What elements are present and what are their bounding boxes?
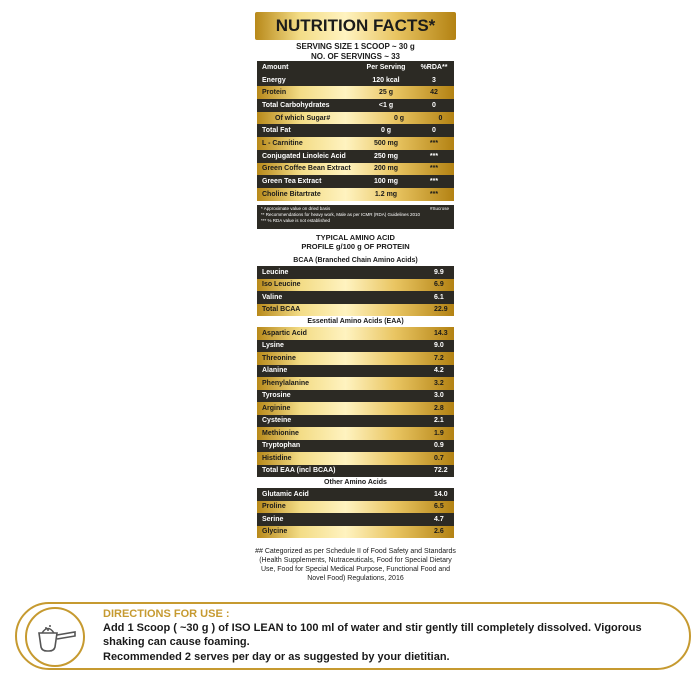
nutrition-row-rda: *** — [429, 139, 439, 147]
amino-row-value: 6.9 — [434, 281, 444, 289]
amino-row — [257, 266, 454, 279]
nutrition-row-rda: 3 — [432, 76, 436, 84]
amino-row-value: 0.9 — [434, 442, 444, 450]
amino-acid-table — [257, 255, 454, 538]
amino-row — [257, 415, 454, 428]
nutrition-row-value: <1 g — [378, 101, 394, 109]
amino-row — [257, 377, 454, 390]
nutrition-row-rda: *** — [429, 165, 439, 173]
note-approximate: * Approximate value on dried basis — [261, 206, 331, 211]
amino-row-label: Serine — [262, 515, 284, 523]
nutrition-row-rda: 0 — [438, 114, 443, 122]
nutrition-table — [257, 61, 454, 201]
amino-row — [257, 440, 454, 453]
amino-row-label: Glutamic Acid — [262, 490, 309, 498]
amino-row-value: 9.9 — [434, 268, 444, 276]
nutrition-row — [257, 175, 454, 188]
nutrition-row-value: 500 mg — [373, 139, 399, 147]
amino-row-value: 14.3 — [434, 329, 448, 337]
nutrition-row-value: 0 g — [393, 114, 405, 122]
directions-line-1: Add 1 Scoop ( ~30 g ) of ISO LEAN to 100 ml of water and stir gently till completely dissolved. Vigorous — [103, 622, 642, 634]
serving-size: SERVING SIZE 1 SCOOP ~ 30 g — [296, 42, 415, 51]
nutrition-row — [257, 163, 454, 176]
amino-row-label: Proline — [262, 503, 286, 511]
nutrition-row — [257, 74, 454, 87]
amino-row-label: Alanine — [262, 367, 288, 375]
amino-row-label: Tryptophan — [262, 442, 301, 450]
amino-row-value: 2.1 — [434, 417, 444, 425]
directions-line-2: shaking can cause foaming. — [103, 636, 250, 648]
nutrition-row-value: 25 g — [378, 89, 393, 97]
nutrition-row-value: 200 mg — [373, 165, 399, 173]
amino-row-label: Leucine — [262, 268, 289, 276]
amino-row — [257, 365, 454, 378]
nutrition-header-row — [257, 61, 454, 74]
amino-row-label: Phenylalanine — [262, 379, 310, 387]
nutrition-row-value: 0 g — [380, 127, 392, 135]
regulation-footnote: ## Categorized as per Schedule II of Food Safety and Standards (Health Supplements, Nutraceuticals, Food for Special Dietary Use, Food for Special Medical Purpose, Functional Food and Novel Food) Regulations, 2016 — [255, 548, 456, 582]
amino-row — [257, 390, 454, 403]
amino-row-value: 0.7 — [434, 454, 444, 462]
note-recommendations: ** Recommendations for heavy work, Male as per ICMR (RDA) Guidelines 2010 — [261, 212, 421, 217]
amino-row-value: 2.8 — [434, 404, 444, 412]
amino-row — [257, 304, 454, 317]
amino-row-label: Tyrosine — [262, 392, 291, 400]
amino-row-value: 2.6 — [434, 528, 444, 536]
nutrition-header-row-rda: %RDA** — [420, 63, 448, 71]
amino-row-value: 4.7 — [434, 515, 444, 523]
nutrition-row-value: 250 mg — [373, 152, 399, 160]
amino-row — [257, 291, 454, 304]
nutrition-row-label: Total Fat — [262, 127, 291, 135]
directions-title: DIRECTIONS FOR USE : — [103, 608, 230, 620]
amino-row-label: Methionine — [262, 429, 299, 437]
amino-row — [257, 452, 454, 465]
amino-row — [257, 352, 454, 365]
amino-row — [257, 526, 454, 539]
amino-row — [257, 340, 454, 353]
amino-row-value: 7.2 — [434, 354, 444, 362]
amino-row-value: 72.2 — [434, 467, 448, 475]
scoop-icon — [25, 607, 85, 667]
nutrition-row — [257, 99, 454, 112]
nutrition-facts-title: NUTRITION FACTS* — [255, 12, 456, 40]
amino-row-value: 9.0 — [434, 342, 444, 350]
amino-row-label: Aspartic Acid — [262, 329, 307, 337]
amino-row — [257, 513, 454, 526]
nutrition-row-label: Choline Bitartrate — [262, 190, 321, 198]
amino-row-label: Arginine — [262, 404, 291, 412]
nutrition-row — [257, 112, 454, 125]
nutrition-row-label: Conjugated Linoleic Acid — [262, 152, 346, 160]
nutrition-row-rda: *** — [429, 190, 439, 198]
amino-row-value: 1.9 — [434, 429, 444, 437]
nutrition-row-rda: 0 — [432, 101, 436, 109]
nutrition-notes — [257, 205, 454, 229]
nutrition-row-rda: *** — [429, 152, 439, 160]
nutrition-row-value: 120 kcal — [372, 76, 400, 84]
nutrition-row-label: Of which Sugar# — [275, 114, 331, 122]
nutrition-row — [257, 150, 454, 163]
amino-row-label: Lysine — [262, 342, 284, 350]
amino-row-value: 6.5 — [434, 503, 444, 511]
nutrition-row-rda: 42 — [430, 89, 438, 97]
nutrition-row-rda: *** — [429, 178, 439, 186]
nutrition-row — [257, 188, 454, 201]
amino-row-label: Total EAA (incl BCAA) — [262, 467, 336, 475]
amino-row-label: Histidine — [262, 454, 292, 462]
other-amino-section-title: Other Amino Acids — [257, 477, 454, 488]
note-sucrose: #Sucrose — [429, 206, 449, 211]
note-rda-not-established: *** % RDA value is not established — [261, 218, 331, 223]
nutrition-row-label: L - Carnitine — [262, 139, 303, 147]
directions-box — [15, 602, 691, 670]
nutrition-row — [257, 137, 454, 150]
nutrition-row — [257, 86, 454, 99]
nutrition-header-row-label: Amount — [262, 63, 289, 71]
nutrition-header-row-value: Per Serving — [366, 63, 406, 71]
number-of-servings: NO. OF SERVINGS ~ 33 — [311, 52, 400, 61]
nutrition-row-label: Green Tea Extract — [262, 178, 322, 186]
directions-line-3: Recommended 2 serves per day or as suggested by your dietitian. — [103, 651, 450, 663]
amino-row — [257, 427, 454, 440]
amino-row-value: 4.2 — [434, 367, 444, 375]
amino-row-label: Threonine — [262, 354, 296, 362]
amino-row-label: Valine — [262, 293, 283, 301]
amino-header-line1: TYPICAL AMINO ACID — [316, 233, 395, 242]
amino-row — [257, 402, 454, 415]
amino-row-label: Glycine — [262, 528, 288, 536]
eaa-section-title: Essential Amino Acids (EAA) — [257, 316, 454, 327]
nutrition-row-label: Green Coffee Bean Extract — [262, 165, 351, 173]
nutrition-row-value: 1.2 mg — [374, 190, 398, 198]
amino-row-value: 14.0 — [434, 490, 448, 498]
amino-row — [257, 327, 454, 340]
amino-row — [257, 488, 454, 501]
amino-row-value: 6.1 — [434, 293, 444, 301]
amino-row-value: 22.9 — [434, 306, 448, 314]
amino-acid-header — [255, 233, 456, 251]
bcaa-section-title: BCAA (Branched Chain Amino Acids) — [257, 255, 454, 266]
amino-row-label: Cysteine — [262, 417, 292, 425]
nutrition-row-label: Total Carbohydrates — [262, 101, 330, 109]
amino-row — [257, 501, 454, 514]
amino-row-label: Total BCAA — [262, 306, 301, 314]
nutrition-row-value: 100 mg — [373, 178, 399, 186]
nutrition-row — [257, 124, 454, 137]
nutrition-row-label: Energy — [262, 76, 286, 84]
amino-row — [257, 465, 454, 478]
amino-header-line2: PROFILE g/100 g OF PROTEIN — [301, 242, 410, 251]
amino-row-value: 3.0 — [434, 392, 444, 400]
amino-row-value: 3.2 — [434, 379, 444, 387]
nutrition-row-rda: 0 — [432, 127, 436, 135]
amino-row-label: Iso Leucine — [262, 281, 301, 289]
amino-row — [257, 279, 454, 292]
nutrition-row-label: Protein — [262, 89, 287, 97]
